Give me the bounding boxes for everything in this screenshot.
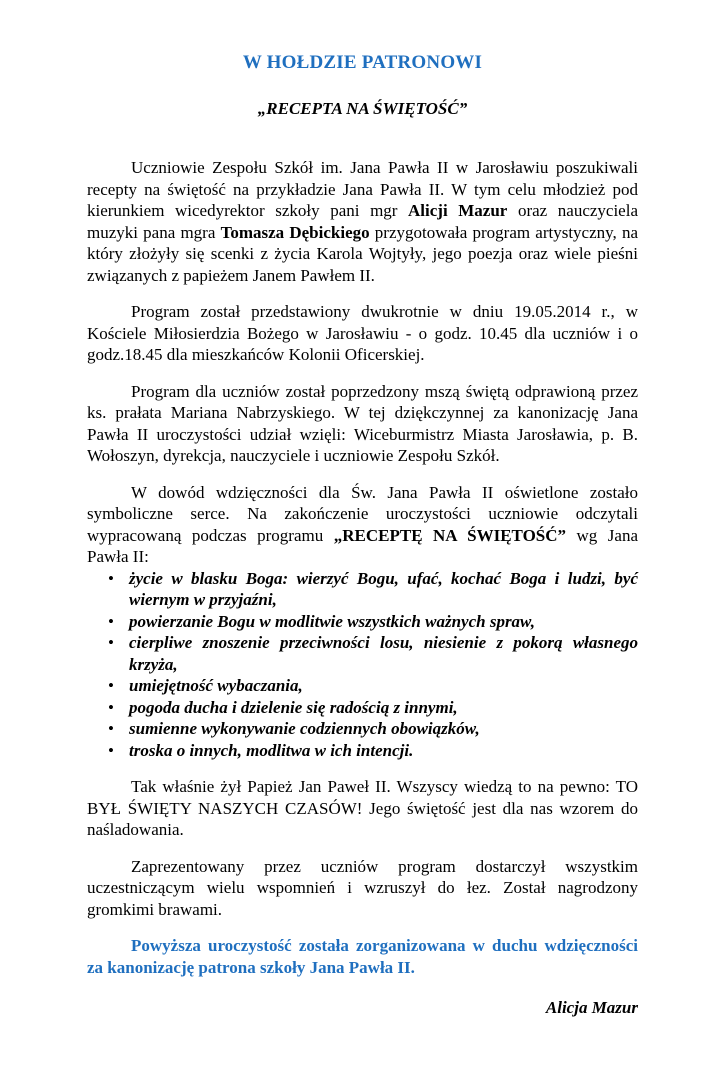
bullet-icon: • <box>108 568 114 588</box>
bullet-icon: • <box>108 697 114 717</box>
list-item <box>108 697 638 719</box>
paragraph-heart-text-a: W dowód wdzięczności dla Św. Jana Pawła II oświetlone zostało symboliczne serce. Na zakończenie uroczystości uczniowie odczytali wypracowaną podczas programu <box>87 482 638 545</box>
document-title: W HOŁDZIE PATRONOWI <box>242 52 483 73</box>
list-item <box>108 632 638 675</box>
list-item-text: sumienne wykonywanie codziennych obowiązków, <box>129 719 480 738</box>
list-item-text: powierzanie Bogu w modlitwie wszystkich ważnych spraw, <box>129 611 536 631</box>
document-subtitle: „RECEPTA NA ŚWIĘTOŚĆ” <box>257 99 468 118</box>
bullet-icon: • <box>108 611 114 631</box>
list-item-text: życie w blasku Boga: wierzyć Bogu, ufać, kochać Boga i ludzi, być wiernym w przyjaźni, <box>129 568 638 609</box>
document-page <box>0 52 725 1076</box>
paragraph-program-dates: Program został przedstawiony dwukrotnie w dniu 19.05.2014 r., w Kościele Miłosierdzia Bożego w Jarosławiu - o godz. 10.45 dla uczniów i o godz.18.45 dla mieszkańców Kolonii Oficerskiej. <box>87 302 638 364</box>
list-item-text: troska o innych, modlitwa w ich intencji. <box>129 740 414 760</box>
paragraph-intro-text-a: Uczniowie Zespołu Szkół im. Jana Pawła II w Jarosławiu poszukiwali recepty na świętość na przykładzie Jana Pawła II. W tym celu młodzież pod kierunkiem wicedyrektor szkoły pani mgr <box>87 158 638 220</box>
list-item-text: umiejętność wybaczania, <box>129 676 303 695</box>
author-signature: Alicja Mazur <box>545 998 638 1017</box>
bullet-icon: • <box>108 740 114 760</box>
list-item <box>108 611 638 633</box>
bullet-icon: • <box>108 633 114 652</box>
name-alicja-mazur: Alicji Mazur <box>408 201 508 220</box>
paragraph-mass: Program dla uczniów został poprzedzony mszą świętą odprawioną przez ks. prałata Mariana Nabrzyskiego. W tej dziękczynnej za kanonizację Jana Pawła II uroczystości udział wzięli: Wiceburmistrz Miasta Jarosławia, p. B. Wołoszyn, dyrekcja, nauczyciele i uczniowie Zespołu Szkół. <box>87 381 638 465</box>
bullet-icon: • <box>108 676 114 695</box>
paragraph-heart <box>87 482 638 568</box>
list-item <box>108 740 638 762</box>
recipe-title-inline: „RECEPTĘ NA ŚWIĘTOŚĆ” <box>333 525 567 545</box>
paragraph-heart-text-c: wg Jana Pawła II: <box>87 525 639 566</box>
paragraph-intro <box>87 157 638 286</box>
paragraph-intro-text-d: przygotowała program artystyczny, na który złożyły się scenki z życia Karola Wojtyły, jego poezja oraz wiele pieśni związanych z papieżem Janem Pawłem II. <box>87 222 639 285</box>
name-tomasz-debicki: Tomasza Dębickiego <box>220 222 370 242</box>
list-item-text: pogoda ducha i dzielenie się radością z innymi, <box>129 697 458 717</box>
list-item <box>108 718 638 740</box>
paragraph-saint: Tak właśnie żył Papież Jan Paweł II. Wszyscy wiedzą to na pewno: TO BYŁ ŚWIĘTY NASZYCH CZASÓW! Jego świętość jest dla nas wzorem do naśladowania. <box>87 777 638 839</box>
list-item <box>108 568 638 611</box>
bullet-icon: • <box>108 719 114 738</box>
paragraph-applause: Zaprezentowany przez uczniów program dostarczył wszystkim uczestniczącym wielu wspomnień i wzruszył do łez. Został nagrodzony gromkimi brawami. <box>87 856 638 919</box>
recipe-list <box>87 568 638 762</box>
paragraph-intro-text-c: oraz nauczyciela muzyki pana mgra <box>87 201 638 242</box>
list-item <box>108 675 638 697</box>
paragraph-closing: Powyższa uroczystość została zorganizowana w duchu wdzięczności za kanonizację patrona szkoły Jana Pawła II. <box>87 936 638 977</box>
list-item-text: cierpliwe znoszenie przeciwności losu, niesienie z pokorą własnego krzyża, <box>129 633 638 674</box>
